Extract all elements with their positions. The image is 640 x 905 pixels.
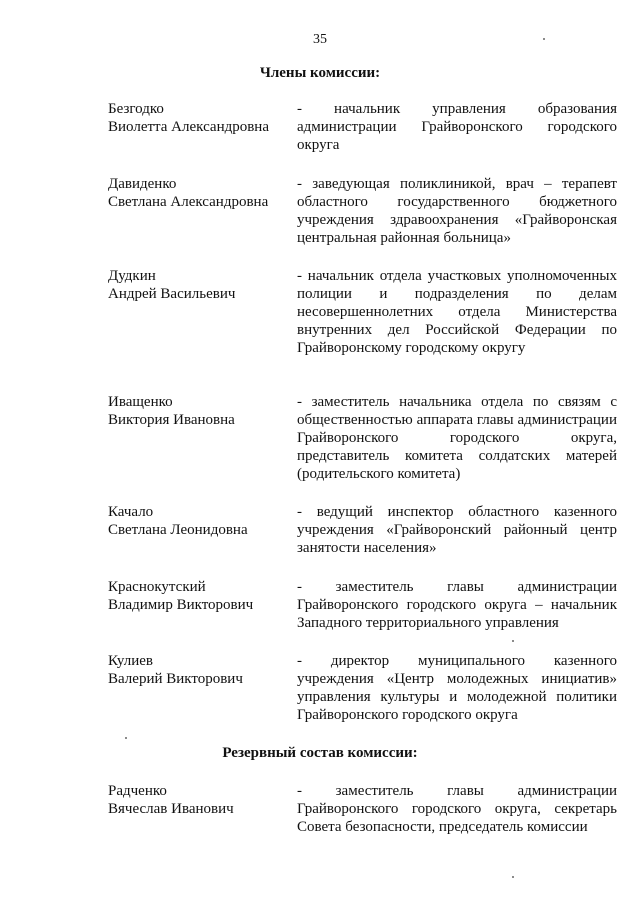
scan-speck bbox=[543, 38, 545, 40]
scan-speck bbox=[512, 640, 514, 642]
member-given-name: Светлана Александровна bbox=[108, 194, 269, 210]
member-given-name: Владимир Викторович bbox=[108, 597, 254, 613]
member-name bbox=[108, 175, 297, 247]
member-role: - заместитель начальника отдела по связям с общественностью аппарата главы администрации Грайворонского городского округа, представитель комитета солдатских матерей (родительского комитета) bbox=[297, 394, 617, 482]
scan-speck bbox=[512, 876, 514, 878]
member-name bbox=[108, 503, 297, 557]
member-name bbox=[108, 782, 297, 836]
member-role: - заместитель главы администрации Грайворонского городского округа, секретарь Совета безопасности, председатель комиссии bbox=[297, 783, 617, 835]
member-entry bbox=[108, 175, 618, 247]
member-entry bbox=[108, 578, 618, 632]
member-given-name: Светлана Леонидовна bbox=[108, 522, 248, 538]
member-given-name: Виктория Ивановна bbox=[108, 412, 235, 428]
member-role: - начальник управления образования администрации Грайворонского городского округа bbox=[297, 101, 617, 153]
member-surname: Качало bbox=[108, 504, 154, 520]
member-surname: Дудкин bbox=[108, 268, 156, 284]
member-name bbox=[108, 267, 297, 357]
member-given-name: Валерий Викторович bbox=[108, 671, 243, 687]
member-entry bbox=[108, 267, 618, 357]
member-given-name: Виолетта Александровна bbox=[108, 119, 269, 135]
member-role: - заведующая поликлиникой, врач – терапевт областного государственного бюджетного учреждения здравоохранения «Грайворонская центральная районная больница» bbox=[297, 176, 617, 246]
member-entry bbox=[108, 503, 618, 557]
member-surname: Краснокутский bbox=[108, 579, 206, 595]
member-surname: Давиденко bbox=[108, 176, 177, 192]
member-entry bbox=[108, 100, 618, 154]
member-given-name: Андрей Васильевич bbox=[108, 286, 236, 302]
member-role: - директор муниципального казенного учреждения «Центр молодежных инициатив» управления культуры и молодежной политики Грайворонского городского округа bbox=[297, 653, 617, 723]
member-surname: Кулиев bbox=[108, 653, 153, 669]
member-surname: Безгодко bbox=[108, 101, 164, 117]
reserve-heading: Резервный состав комиссии: bbox=[222, 745, 418, 761]
scan-speck bbox=[125, 737, 127, 739]
member-name bbox=[108, 578, 297, 632]
members-heading: Члены комиссии: bbox=[259, 65, 381, 81]
member-given-name: Вячеслав Иванович bbox=[108, 801, 234, 817]
member-name bbox=[108, 393, 297, 483]
page-number: 35 bbox=[313, 32, 327, 47]
member-surname: Иващенко bbox=[108, 394, 173, 410]
member-role: - начальник отдела участковых уполномоченных полиции и подразделения по делам несовершеннолетних отдела Министерства внутренних дел Российской Федерации по Грайворонскому городскому округу bbox=[297, 268, 617, 356]
reserve-member-entry bbox=[108, 782, 618, 836]
member-role: - заместитель главы администрации Грайворонского городского округа – начальник Западного территориального управления bbox=[297, 579, 617, 631]
member-name bbox=[108, 100, 297, 154]
member-role: - ведущий инспектор областного казенного учреждения «Грайворонский районный центр занятости населения» bbox=[297, 504, 617, 556]
member-surname: Радченко bbox=[108, 783, 167, 799]
member-entry bbox=[108, 393, 618, 483]
member-entry bbox=[108, 652, 618, 724]
member-name bbox=[108, 652, 297, 724]
